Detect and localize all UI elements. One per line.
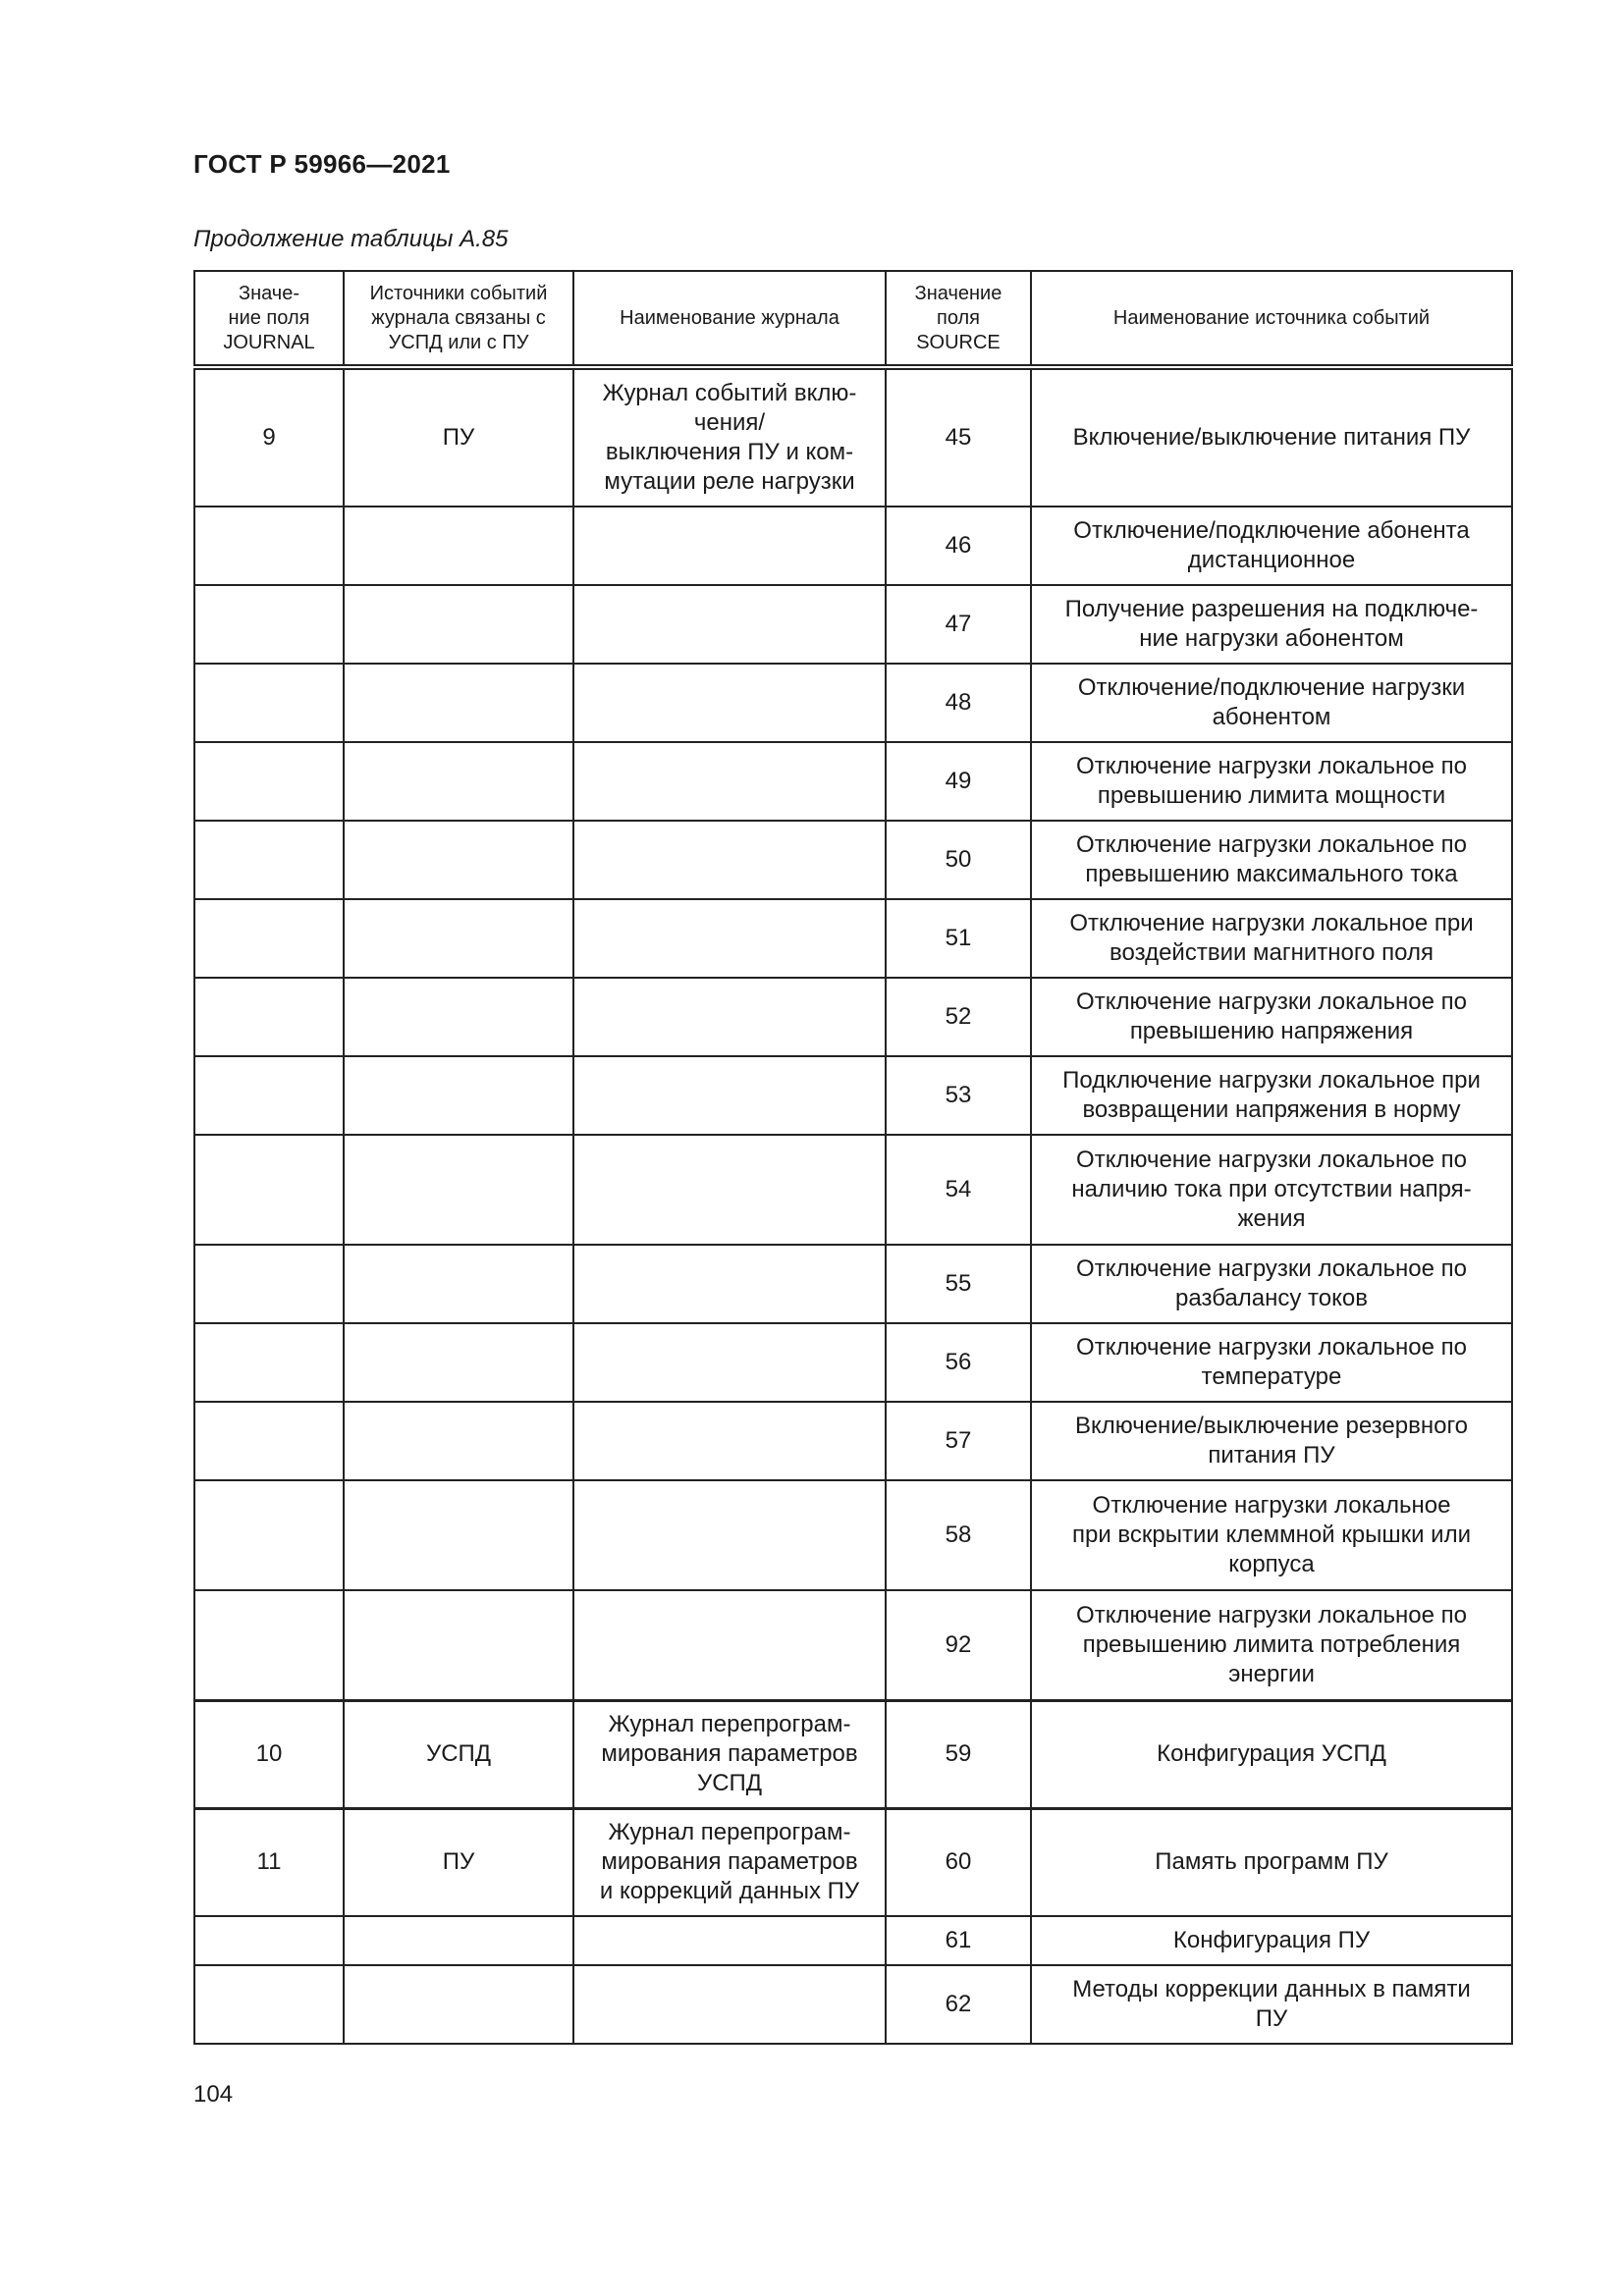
cell-journal: 9 bbox=[194, 367, 344, 507]
table-row bbox=[194, 1402, 1512, 1480]
table-row bbox=[194, 367, 1512, 507]
cell-source: 47 bbox=[886, 585, 1031, 664]
cell-source-name: Отключение/подключение нагрузки абонентом bbox=[1031, 664, 1512, 742]
cell-source-device bbox=[344, 1402, 573, 1480]
cell-journal-name bbox=[573, 899, 886, 978]
cell-journal bbox=[194, 1056, 344, 1135]
cell-source: 53 bbox=[886, 1056, 1031, 1135]
cell-source-name: Отключение нагрузки локальное при вскрытии клеммной крышки или корпуса bbox=[1031, 1480, 1512, 1590]
cell-source-name: Отключение нагрузки локальное по наличию тока при отсутствии напря- жения bbox=[1031, 1135, 1512, 1245]
table-row bbox=[194, 1323, 1512, 1402]
cell-journal bbox=[194, 1323, 344, 1402]
table-row bbox=[194, 899, 1512, 978]
cell-journal-name bbox=[573, 1590, 886, 1700]
cell-journal-name: Журнал событий вклю- чения/ выключения ПУ и ком- мутации реле нагрузки bbox=[573, 367, 886, 507]
cell-source-name: Отключение нагрузки локальное по превышению лимита потребления энергии bbox=[1031, 1590, 1512, 1700]
cell-source: 46 bbox=[886, 507, 1031, 585]
cell-source-device bbox=[344, 1480, 573, 1590]
table-row bbox=[194, 1135, 1512, 1245]
cell-journal-name bbox=[573, 978, 886, 1056]
cell-journal-name bbox=[573, 1965, 886, 2044]
col-header-source-device: Источники событий журнала связаны с УСПД или с ПУ bbox=[344, 271, 573, 367]
cell-source-device bbox=[344, 1056, 573, 1135]
table-row bbox=[194, 821, 1512, 899]
cell-source: 49 bbox=[886, 742, 1031, 821]
cell-source: 50 bbox=[886, 821, 1031, 899]
cell-journal-name bbox=[573, 742, 886, 821]
cell-journal: 11 bbox=[194, 1808, 344, 1916]
cell-source: 62 bbox=[886, 1965, 1031, 2044]
cell-source: 61 bbox=[886, 1916, 1031, 1965]
cell-journal bbox=[194, 821, 344, 899]
cell-source-name: Методы коррекции данных в памяти ПУ bbox=[1031, 1965, 1512, 2044]
col-header-source-name: Наименование источника событий bbox=[1031, 271, 1512, 367]
cell-source-name: Отключение нагрузки локальное по разбалансу токов bbox=[1031, 1245, 1512, 1323]
cell-journal bbox=[194, 899, 344, 978]
cell-source: 57 bbox=[886, 1402, 1031, 1480]
cell-journal bbox=[194, 1590, 344, 1700]
cell-source: 51 bbox=[886, 899, 1031, 978]
cell-journal bbox=[194, 1245, 344, 1323]
cell-journal-name: Журнал перепрограм- мирования параметров и коррекций данных ПУ bbox=[573, 1808, 886, 1916]
cell-source-device bbox=[344, 507, 573, 585]
cell-source-device bbox=[344, 1590, 573, 1700]
cell-journal bbox=[194, 1480, 344, 1590]
cell-source-device bbox=[344, 1323, 573, 1402]
table-row bbox=[194, 1916, 1512, 1965]
cell-source-device bbox=[344, 821, 573, 899]
cell-source-name: Отключение нагрузки локальное по превышению максимального тока bbox=[1031, 821, 1512, 899]
table-row bbox=[194, 1245, 1512, 1323]
cell-journal bbox=[194, 585, 344, 664]
cell-journal bbox=[194, 507, 344, 585]
cell-journal: 10 bbox=[194, 1700, 344, 1808]
cell-journal bbox=[194, 1402, 344, 1480]
cell-source: 58 bbox=[886, 1480, 1031, 1590]
cell-journal-name bbox=[573, 1056, 886, 1135]
cell-source-device bbox=[344, 1135, 573, 1245]
cell-source: 48 bbox=[886, 664, 1031, 742]
cell-journal-name bbox=[573, 1402, 886, 1480]
cell-source-device bbox=[344, 664, 573, 742]
cell-source-device: ПУ bbox=[344, 367, 573, 507]
cell-journal-name bbox=[573, 1480, 886, 1590]
cell-source: 52 bbox=[886, 978, 1031, 1056]
cell-source-device bbox=[344, 899, 573, 978]
cell-source-name: Конфигурация УСПД bbox=[1031, 1700, 1512, 1808]
table-row bbox=[194, 664, 1512, 742]
table-row bbox=[194, 1056, 1512, 1135]
cell-journal bbox=[194, 742, 344, 821]
cell-journal bbox=[194, 1135, 344, 1245]
cell-journal bbox=[194, 664, 344, 742]
page-number: 104 bbox=[193, 2081, 234, 2108]
table-row bbox=[194, 1480, 1512, 1590]
cell-journal-name bbox=[573, 664, 886, 742]
cell-source-name: Отключение нагрузки локальное по превышению лимита мощности bbox=[1031, 742, 1512, 821]
table-header-row bbox=[194, 271, 1512, 367]
cell-source-device bbox=[344, 978, 573, 1056]
cell-source-device bbox=[344, 1916, 573, 1965]
cell-source-name: Отключение нагрузки локальное по превышению напряжения bbox=[1031, 978, 1512, 1056]
cell-source-device: ПУ bbox=[344, 1808, 573, 1916]
col-header-journal-name: Наименование журнала bbox=[573, 271, 886, 367]
table-row bbox=[194, 978, 1512, 1056]
cell-source-device bbox=[344, 585, 573, 664]
document-header: ГОСТ Р 59966—2021 bbox=[193, 149, 451, 179]
cell-source: 56 bbox=[886, 1323, 1031, 1402]
cell-journal-name bbox=[573, 585, 886, 664]
cell-journal-name: Журнал перепрограм- мирования параметров УСПД bbox=[573, 1700, 886, 1808]
table-body bbox=[194, 367, 1512, 2044]
table-caption: Продолжение таблицы А.85 bbox=[193, 226, 509, 252]
cell-source-device: УСПД bbox=[344, 1700, 573, 1808]
table-row bbox=[194, 1590, 1512, 1700]
cell-journal-name bbox=[573, 1245, 886, 1323]
cell-journal bbox=[194, 1965, 344, 2044]
cell-journal bbox=[194, 978, 344, 1056]
table-row bbox=[194, 585, 1512, 664]
cell-journal bbox=[194, 1916, 344, 1965]
cell-source-name: Подключение нагрузки локальное при возвращении напряжения в норму bbox=[1031, 1056, 1512, 1135]
cell-source-name: Память программ ПУ bbox=[1031, 1808, 1512, 1916]
events-table bbox=[193, 270, 1513, 2045]
cell-source: 60 bbox=[886, 1808, 1031, 1916]
cell-source: 59 bbox=[886, 1700, 1031, 1808]
col-header-source: Значение поля SOURCE bbox=[886, 271, 1031, 367]
cell-journal-name bbox=[573, 1135, 886, 1245]
cell-source-name: Отключение нагрузки локальное по температуре bbox=[1031, 1323, 1512, 1402]
cell-source-device bbox=[344, 742, 573, 821]
cell-source-device bbox=[344, 1245, 573, 1323]
cell-source-name: Конфигурация ПУ bbox=[1031, 1916, 1512, 1965]
cell-source-device bbox=[344, 1965, 573, 2044]
table-row bbox=[194, 1808, 1512, 1916]
col-header-journal: Значе- ние поля JOURNAL bbox=[194, 271, 344, 367]
table-row bbox=[194, 742, 1512, 821]
cell-source-name: Отключение нагрузки локальное при воздействии магнитного поля bbox=[1031, 899, 1512, 978]
cell-source: 92 bbox=[886, 1590, 1031, 1700]
table-row bbox=[194, 1965, 1512, 2044]
cell-source: 45 bbox=[886, 367, 1031, 507]
cell-source-name: Получение разрешения на подключе- ние нагрузки абонентом bbox=[1031, 585, 1512, 664]
table-row bbox=[194, 507, 1512, 585]
cell-source: 54 bbox=[886, 1135, 1031, 1245]
cell-journal-name bbox=[573, 507, 886, 585]
cell-source: 55 bbox=[886, 1245, 1031, 1323]
cell-source-name: Отключение/подключение абонента дистанционное bbox=[1031, 507, 1512, 585]
cell-journal-name bbox=[573, 1323, 886, 1402]
cell-source-name: Включение/выключение питания ПУ bbox=[1031, 367, 1512, 507]
table-row bbox=[194, 1700, 1512, 1808]
cell-source-name: Включение/выключение резервного питания ПУ bbox=[1031, 1402, 1512, 1480]
cell-journal-name bbox=[573, 1916, 886, 1965]
cell-journal-name bbox=[573, 821, 886, 899]
